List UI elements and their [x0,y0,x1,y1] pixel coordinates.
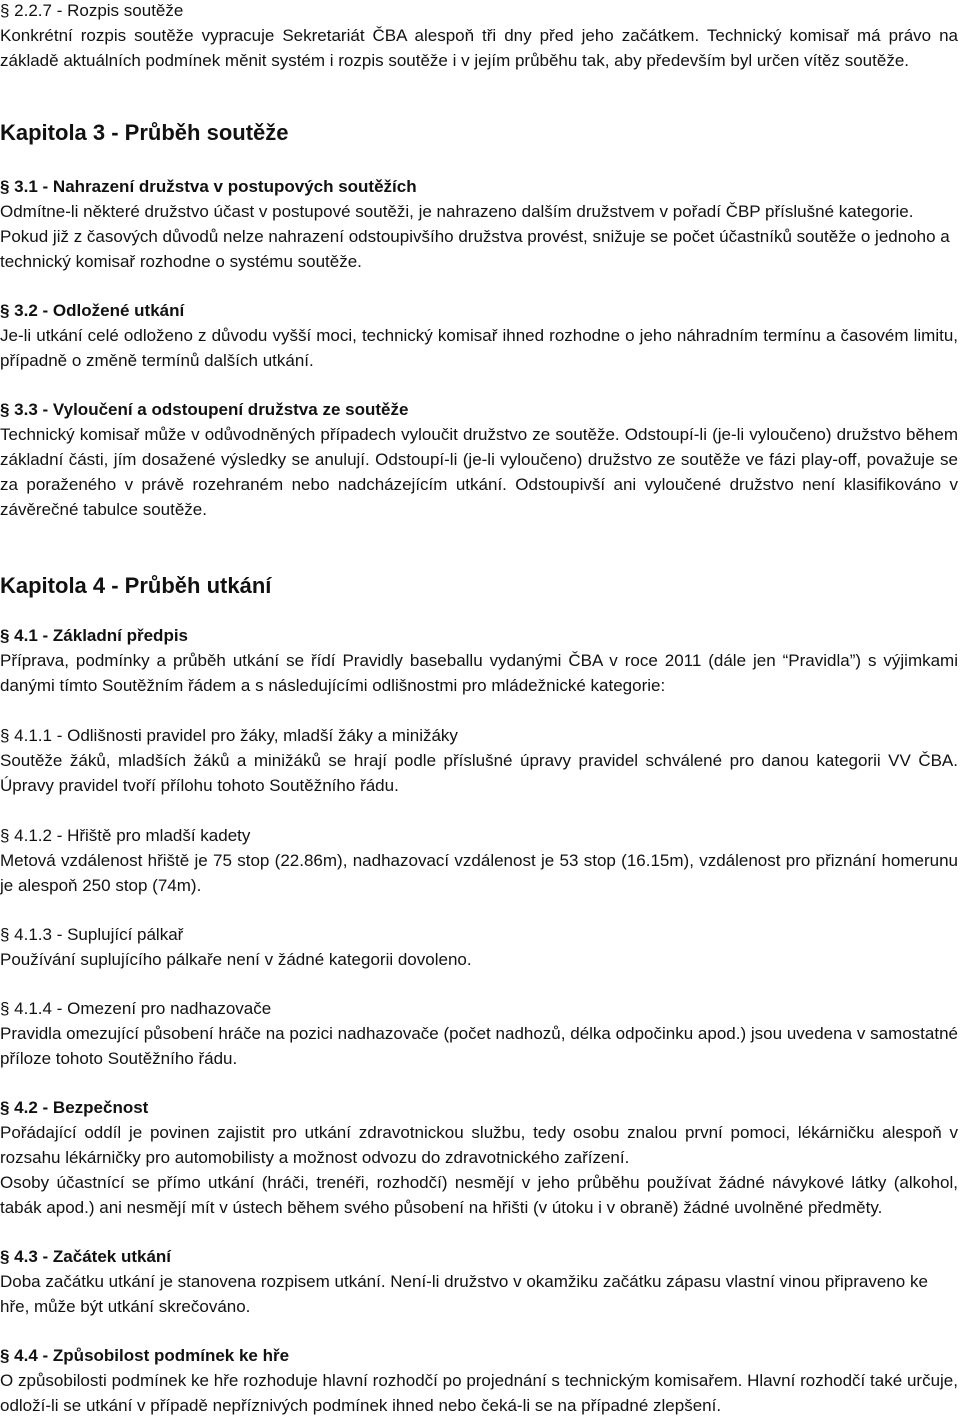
section-text: Příprava, podmínky a průběh utkání se řídí Pravidly baseballu vydanými ČBA v roce 2011 (dále jen “Pravidla”) s výjimkami danými tímto Soutěžním řádem a s následujícími odlišnostmi pro mládežnické kategorie: [0,651,958,695]
section-heading: § 4.1.1 - Odlišnosti pravidel pro žáky, mladší žáky a minižáky [0,726,458,745]
chapter-3-title: Kapitola 3 - Průběh soutěže [0,120,289,145]
section-heading: § 4.4 - Způsobilost podmínek ke hře [0,1346,290,1365]
section-4-1-2 [0,823,958,898]
section-text: Odmítne-li některé družstvo účast v postupové soutěži, je nahrazeno dalším družstvem v pořadí ČBP příslušné kategorie. [0,202,914,221]
chapter-4-title: Kapitola 4 - Průběh utkání [0,573,272,598]
section-4-3 [0,1244,958,1319]
section-text: O způsobilosti podmínek ke hře rozhoduje hlavní rozhodčí po projednání s technickým komisařem. Hlavní rozhodčí také určuje, odloží-li se utkání v případě nepříznivých podmínek ihned nebo čeká-li se na případné zlepšení. [0,1371,958,1415]
section-text: Pravidla omezující působení hráče na pozici nadhazovače (počet nadhozů, délka odpočinku apod.) jsou uvedena v samostatné příloze tohoto Soutěžního řádu. [0,1024,958,1068]
section-text: Soutěže žáků, mladších žáků a minižáků se hrají podle příslušné úpravy pravidel schválené pro danou kategorii VV ČBA. Úpravy pravidel tvoří přílohu tohoto Soutěžního řádu. [0,751,958,795]
section-heading: § 4.1 - Základní předpis [0,626,189,645]
section-text: Je-li utkání celé odloženo z důvodu vyšší moci, technický komisař ihned rozhodne o jeho náhradním termínu a časovém limitu, případně o změně termínů dalších utkání. [0,326,958,370]
section-4-1-1 [0,723,958,798]
section-text-2: Pokud již z časových důvodů nelze nahrazení odstoupivšího družstva provést, snižuje se počet účastníků soutěže o jednoho a technický komisař rozhodne o systému soutěže. [0,227,950,271]
section-heading: § 4.1.3 - Suplující pálkař [0,925,184,944]
section-heading: § 4.2 - Bezpečnost [0,1098,149,1117]
section-text: Používání suplujícího pálkaře není v žádné kategorii dovoleno. [0,950,472,969]
section-2-2-7 [0,0,958,73]
section-4-1 [0,623,958,698]
section-heading: § 4.1.2 - Hřiště pro mladší kadety [0,826,251,845]
section-3-1 [0,174,958,274]
section-text: Metová vzdálenost hřiště je 75 stop (22.86m), nadhazovací vzdálenost je 53 stop (16.15m), vzdálenost pro přiznání homerunu je alespoň 250 stop (74m). [0,851,958,895]
section-text: Pořádající oddíl je povinen zajistit pro utkání zdravotnickou službu, tedy osobu znalou první pomoci, lékárničku alespoň v rozsahu lékárničky pro automobilisty a možnost odvozu do zdravotnického zařízení. [0,1123,958,1167]
section-heading: § 3.1 - Nahrazení družstva v postupových soutěžích [0,177,417,196]
section-4-2 [0,1095,958,1220]
section-heading: § 2.2.7 - Rozpis soutěže [0,1,184,20]
section-4-1-4 [0,996,958,1071]
section-3-2 [0,298,958,373]
section-4-4 [0,1343,958,1418]
section-text: Doba začátku utkání je stanovena rozpisem utkání. Není-li družstvo v okamžiku začátku zápasu vlastní vinou připraveno ke hře, může být utkání skrečováno. [0,1272,928,1316]
section-text: Technický komisař může v odůvodněných případech vyloučit družstvo ze soutěže. Odstoupí-li (je-li vyloučeno) družstvo během základní části, jím dosažené výsledky se anulují. Odstoupí-li (je-li vyloučeno) družstvo ze soutěže ve fázi play-off, považuje se za poraženého v právě rozehraném nebo nadcházejícím utkání. Odstoupivší ani vyloučené družstvo není klasifikováno v závěrečné tabulce soutěže. [0,425,958,519]
section-text-2: Osoby účastnící se přímo utkání (hráči, trenéři, rozhodčí) nesmějí v jeho průběhu používat žádné návykové látky (alkohol, tabák apod.) ani nesmějí mít v ústech během svého působení na hřišti (v útoku i v obraně) žádné uvolněné předměty. [0,1173,958,1217]
section-text: Konkrétní rozpis soutěže vypracuje Sekretariát ČBA alespoň tři dny před jeho začátkem. Technický komisař má právo na základě aktuálních podmínek měnit systém i rozpis soutěže i v jejím průběhu tak, aby především byl určen vítěz soutěže. [0,26,958,70]
section-4-1-3 [0,922,958,972]
section-heading: § 3.2 - Odložené utkání [0,301,185,320]
section-heading: § 4.3 - Začátek utkání [0,1247,172,1266]
section-3-3 [0,397,958,522]
section-heading: § 4.1.4 - Omezení pro nadhazovače [0,999,272,1018]
section-heading: § 3.3 - Vyloučení a odstoupení družstva ze soutěže [0,400,409,419]
